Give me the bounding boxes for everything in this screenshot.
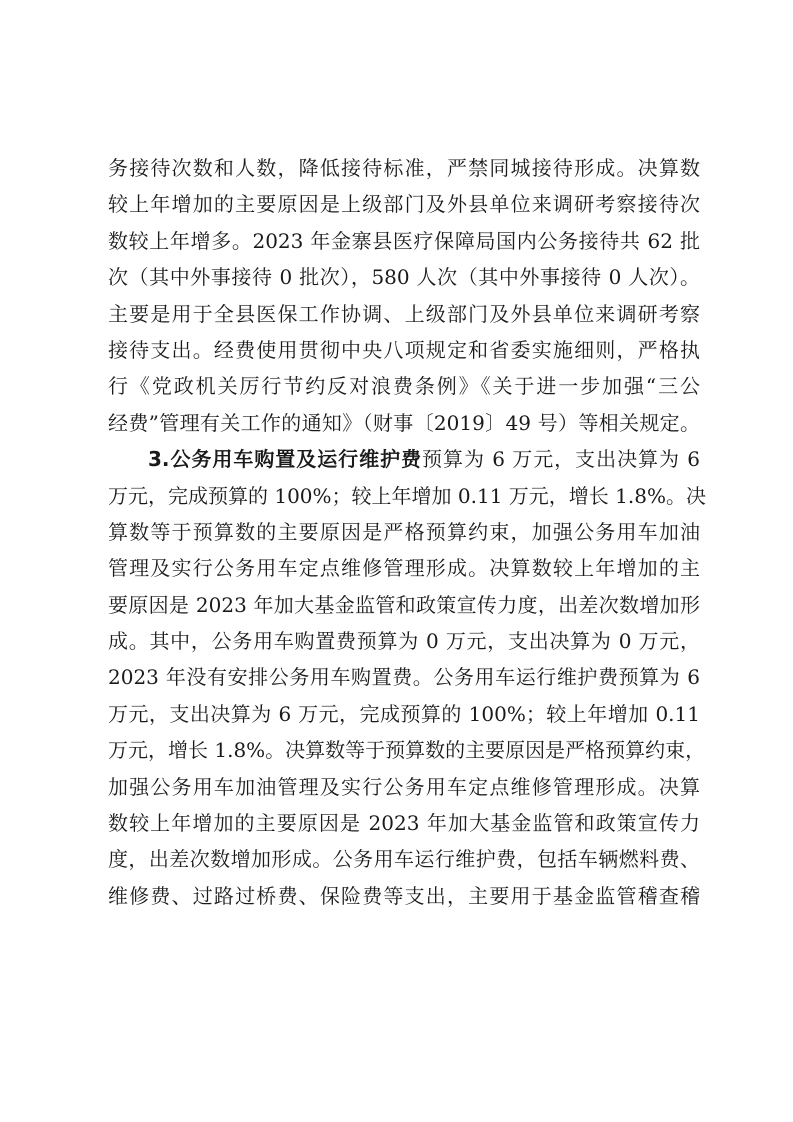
text-line: 较上年增加的主要原因是上级部门及外县单位来调研考察接待次 (108, 192, 700, 217)
text-line: 务接待次数和人数，降低接待标准，严禁同城接待形成。决算数 (108, 156, 700, 180)
text-line: 数较上年增多。2023 年金寨县医疗保障局国内公务接待共 62 批 (108, 228, 700, 253)
text-line: 经费”管理有关工作的通知》（财事〔2019〕49 号）等相关规定。 (108, 410, 700, 435)
text-line: 万元，增长 1.8%。决算数等于预算数的主要原因是严格预算约束， (108, 738, 706, 763)
text-line: 接待支出。经费使用贯彻中央八项规定和省委实施细则，严格执 (108, 337, 700, 362)
text-line: 万元，完成预算的 100%；较上年增加 0.11 万元，增长 1.8%。决 (108, 483, 706, 508)
text-line: 管理及实行公务用车定点维修管理形成。决算数较上年增加的主 (108, 556, 700, 581)
text-line: 主要是用于全县医保工作协调、上级部门及外县单位来调研考察 (108, 301, 700, 326)
text-line: 维修费、过路过桥费、保险费等支出，主要用于基金监管稽查稽 (108, 883, 700, 908)
text-line: 数较上年增加的主要原因是 2023 年加大基金监管和政策宣传力 (108, 811, 700, 836)
section-heading: 3.公务用车购置及运行维护费 (148, 447, 423, 472)
text-line: 度，出差次数增加形成。公务用车运行维护费，包括车辆燃料费、 (108, 847, 700, 872)
paragraph-first-line (108, 441, 700, 477)
document-body (108, 150, 706, 914)
paragraph-vehicle-expenses (108, 441, 706, 914)
paragraph-official-reception (108, 150, 700, 441)
text-line: 要原因是 2023 年加大基金监管和政策宣传力度，出差次数增加形 (108, 592, 700, 617)
text-line: 行《党政机关厉行节约反对浪费条例》《关于进一步加强“三公 (108, 374, 700, 399)
text-line: 万元，支出决算为 6 万元，完成预算的 100%；较上年增加 0.11 (108, 701, 700, 726)
text-run: 预算为 6 万元，支出决算为 6 (422, 447, 700, 472)
text-line: 2023 年没有安排公务用车购置费。公务用车运行维护费预算为 6 (108, 665, 700, 690)
text-line: 成。其中，公务用车购置费预算为 0 万元，支出决算为 0 万元， (108, 629, 700, 654)
text-line: 算数等于预算数的主要原因是严格预算约束，加强公务用车加油 (108, 519, 700, 544)
text-line: 次（其中外事接待 0 批次），580 人次（其中外事接待 0 人次）。 (108, 265, 700, 290)
text-line: 加强公务用车加油管理及实行公务用车定点维修管理形成。决算 (108, 774, 700, 799)
